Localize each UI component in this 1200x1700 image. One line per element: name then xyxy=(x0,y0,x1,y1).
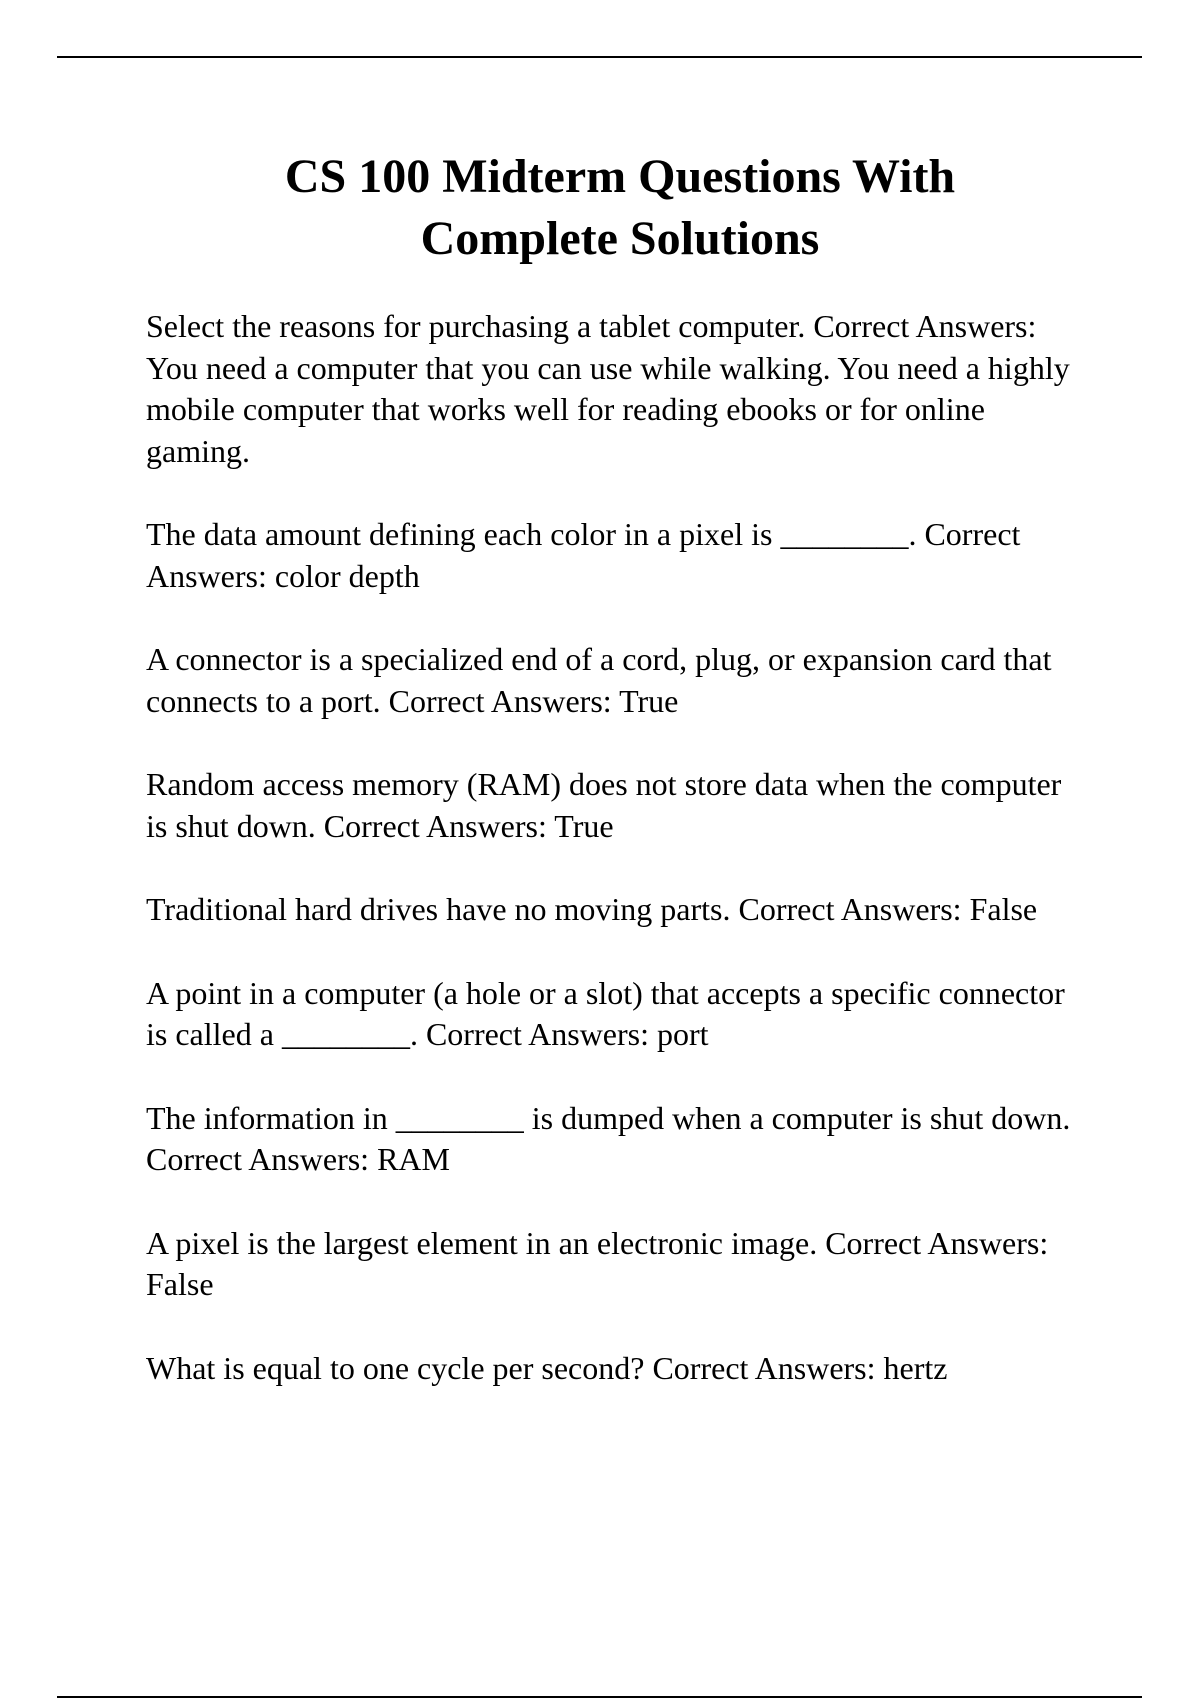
question-answer-9: What is equal to one cycle per second? Correct Answers: hertz xyxy=(146,1349,948,1386)
question-list xyxy=(146,306,1086,1431)
question-answer-5: Traditional hard drives have no moving parts. Correct Answers: False xyxy=(146,891,1038,927)
question-answer-3: A connector is a specialized end of a cord, plug, or expansion card that connects to a port. Correct Answers: True xyxy=(146,641,1052,719)
page-title xyxy=(0,146,1200,270)
top-divider xyxy=(57,56,1142,58)
question-answer-7: The information in ________ is dumped when a computer is shut down. Correct Answers: RAM xyxy=(146,1099,1071,1177)
title-line-2: Complete Solutions xyxy=(420,212,820,265)
question-answer-6: A point in a computer (a hole or a slot) that accepts a specific connector is called a ________. Correct Answers: port xyxy=(146,974,1065,1052)
question-answer-4: Random access memory (RAM) does not store data when the computer is shut down. Correct Answers: True xyxy=(146,766,1062,844)
question-answer-8: A pixel is the largest element in an electronic image. Correct Answers: False xyxy=(146,1224,1049,1302)
question-answer-1: Select the reasons for purchasing a tablet computer. Correct Answers: You need a computer that you can use while walking. You need a highly mobile computer that works well for reading ebooks or for online gaming. xyxy=(146,308,1070,469)
title-line-1: CS 100 Midterm Questions With xyxy=(284,150,956,203)
bottom-divider xyxy=(57,1696,1142,1698)
question-answer-2: The data amount defining each color in a pixel is ________. Correct Answers: color depth xyxy=(146,516,1021,594)
